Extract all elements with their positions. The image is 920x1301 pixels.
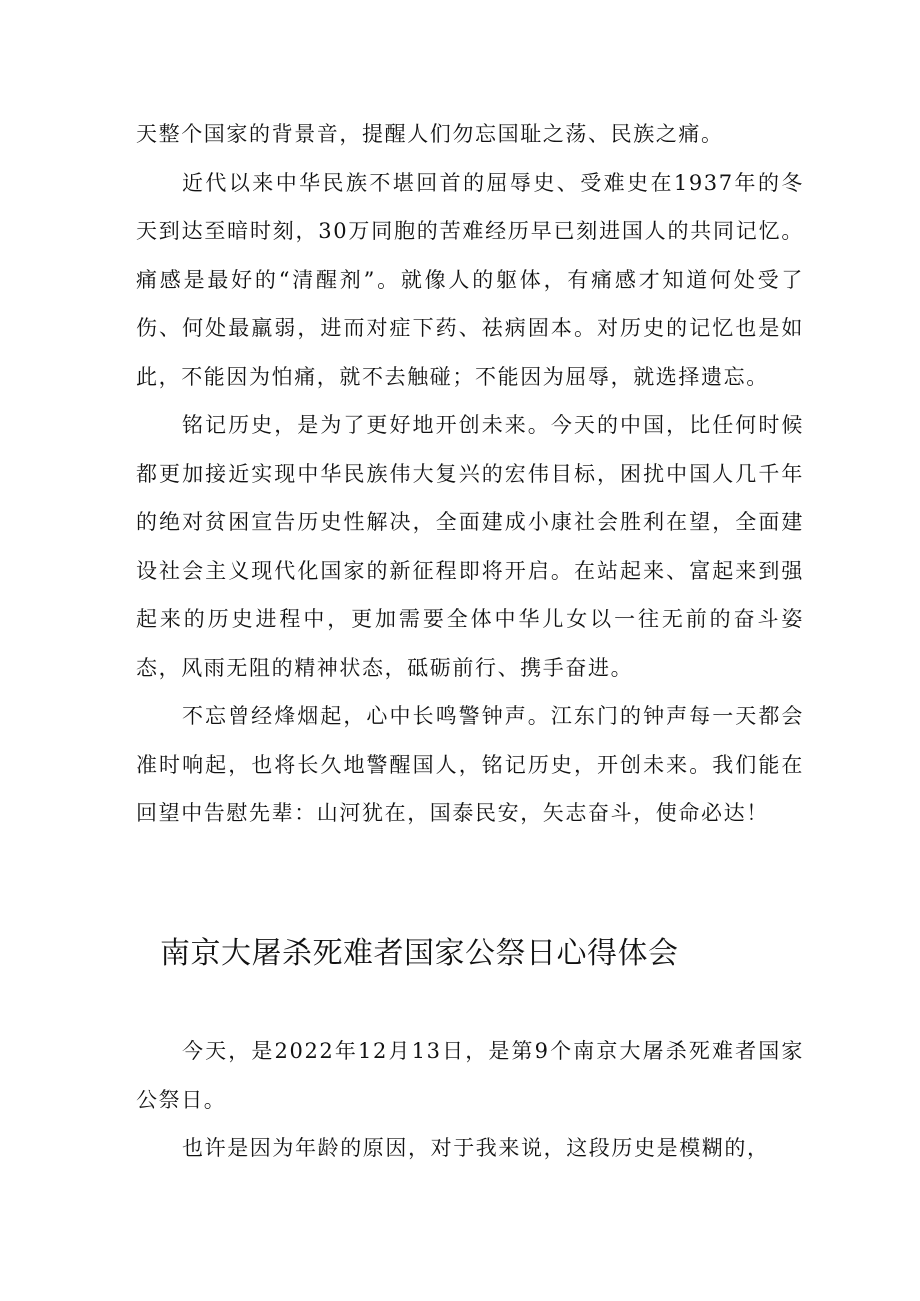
section-heading: 南京大屠杀死难者国家公祭日心得体会: [160, 936, 679, 971]
paragraph: 也许是因为年龄的原因，对于我来说，这段历史是模糊的，: [182, 1136, 770, 1160]
body-text-section-1: [136, 110, 804, 838]
paragraph: 不忘曾经烽烟起，心中长鸣警钟声。江东门的钟声每一天都会准时响起，也将长久地警醒国人，铭记历史，开创未来。我们能在回望中告慰先辈：山河犹在，国泰民安，矢志奋斗，使命必达！: [136, 704, 804, 825]
paragraph-continuation: 天整个国家的背景音，提醒人们勿忘国耻之荡、民族之痛。: [136, 122, 724, 146]
paragraph: 近代以来中华民族不堪回首的屈辱史、受难史在1937年的冬天到达至暗时刻，30万同胞的苦难经历早已刻进国人的共同记忆。痛感是最好的“清醒剂”。就像人的躯体，有痛感才知道何处受了伤、何处最羸弱，进而对症下药、祛病固本。对历史的记忆也是如此，不能因为怕痛，就不去触碰；不能因为屈辱，就选择遗忘。: [136, 170, 804, 389]
paragraph: 铭记历史，是为了更好地开创未来。今天的中国，比任何时候都更加接近实现中华民族伟大复兴的宏伟目标，困扰中国人几千年的绝对贫困宣告历史性解决，全面建成小康社会胜利在望，全面建设社会主义现代化国家的新征程即将开启。在站起来、富起来到强起来的历史进程中，更加需要全体中华儿女以一往无前的奋斗姿态，风雨无阻的精神状态，砥砺前行、携手奋进。: [136, 413, 804, 680]
body-text-section-2: [136, 1027, 804, 1173]
paragraph: 今天，是2022年12月13日，是第9个南京大屠杀死难者国家公祭日。: [136, 1039, 804, 1112]
